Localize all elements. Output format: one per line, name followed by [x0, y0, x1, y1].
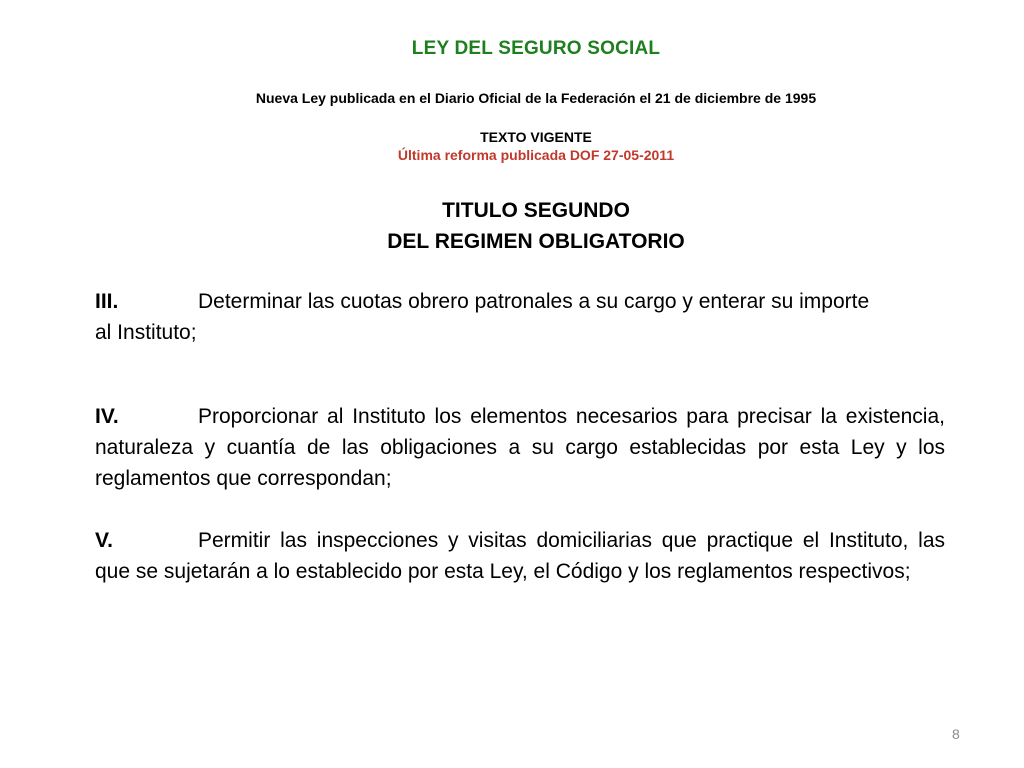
text-status: TEXTO VIGENTE	[480, 129, 592, 145]
clause-text: Determinar las cuotas obrero patronales a su cargo y enterar su importe al Instituto;	[95, 290, 870, 344]
clause-iv	[95, 401, 945, 494]
section-title	[0, 195, 1024, 257]
clause-number: IV.	[95, 405, 119, 428]
last-reform: Última reforma publicada DOF 27-05-2011	[397, 147, 675, 163]
page-number: 8	[952, 726, 960, 742]
clause-number: V.	[95, 529, 113, 552]
clause-text: Proporcionar al Instituto los elementos necesarios para precisar la existencia, naturaleza y cuantía de las obligaciones a su cargo establecidas por esta Ley y los reglamentos que correspondan;	[95, 405, 945, 490]
law-title: LEY DEL SEGURO SOCIAL	[411, 38, 661, 59]
clause-number: III.	[95, 290, 119, 313]
law-subtitle: Nueva Ley publicada en el Diario Oficial de la Federación el 21 de diciembre de 1995	[255, 90, 817, 106]
clause-iii	[95, 286, 885, 348]
section-title-line1: TITULO SEGUNDO	[442, 199, 630, 222]
clause-text: Permitir las inspecciones y visitas domiciliarias que practique el Instituto, las que se sujetarán a lo establecido por esta Ley, el Código y los reglamentos respectivos;	[95, 529, 945, 583]
clause-v	[95, 525, 945, 587]
section-title-line2: DEL REGIMEN OBLIGATORIO	[387, 230, 685, 253]
